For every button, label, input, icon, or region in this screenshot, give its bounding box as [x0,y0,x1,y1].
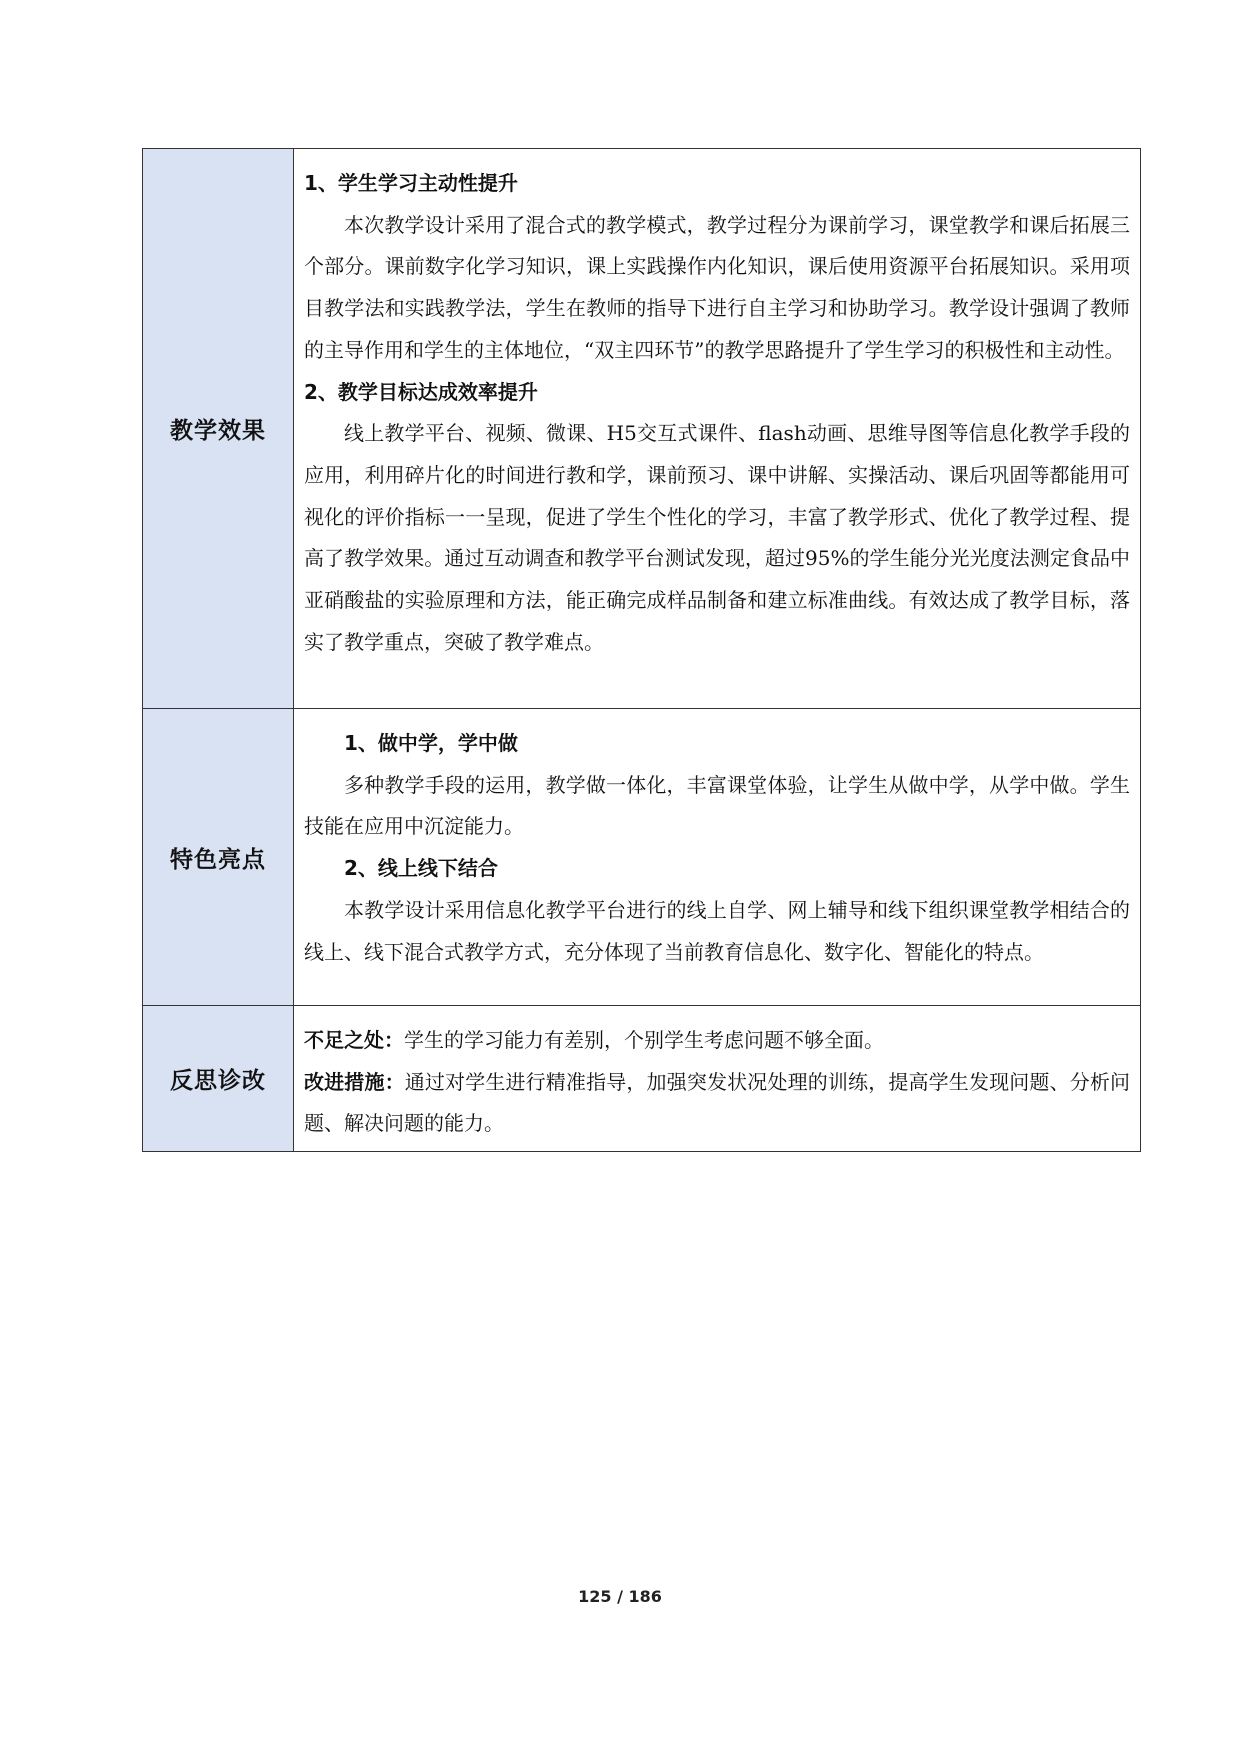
section-label: 教学效果 [143,149,294,709]
improvement-text: 通过对学生进行精准指导，加强突发状况处理的训练，提高学生发现问题、分析问题、解决问题的能力。 [304,1069,1130,1136]
section-paragraph: 多种教学手段的运用，教学做一体化，丰富课堂体验，让学生从做中学，从学中做。学生技能在应用中沉淀能力。 [304,772,1130,839]
section-heading: 1、学生学习主动性提升 [304,171,518,195]
section-label: 反思诊改 [143,1006,294,1152]
page-number: 125 / 186 [578,1587,662,1606]
section-paragraph: 线上教学平台、视频、微课、H5交互式课件、flash动画、思维导图等信息化教学手段的应用，利用碎片化的时间进行教和学，课前预习、课中讲解、实操活动、课后巩固等都能用可视化的评价指标一一呈现，促进了学生个性化的学习，丰富了教学形式、优化了教学过程、提高了教学效果。通过互动调查和教学平台测试发现，超过95%的学生能分光光度法测定食品中亚硝酸盐的实验原理和方法，能正确完成样品制备和建立标准曲线。有效达成了教学目标，落实了教学重点，突破了教学难点。 [304,421,1130,654]
section-heading: 1、做中学，学中做 [344,731,518,755]
section-label: 特色亮点 [143,709,294,1006]
shortcoming-text: 学生的学习能力有差别，个别学生考虑问题不够全面。 [404,1028,884,1052]
table-row-teaching-effect [143,149,1141,709]
section-content [294,149,1141,709]
improvement-line [304,1062,1130,1145]
table-row-reflection [143,1006,1141,1152]
shortcoming-label: 不足之处： [304,1028,404,1052]
table-row-highlights [143,709,1141,1006]
section-paragraph: 本教学设计采用信息化教学平台进行的线上自学、网上辅导和线下组织课堂教学相结合的线上、线下混合式教学方式，充分体现了当前教育信息化、数字化、智能化的特点。 [304,897,1130,964]
improvement-label: 改进措施： [304,1069,405,1094]
section-content [294,1006,1141,1152]
section-heading: 2、线上线下结合 [344,856,498,881]
shortcoming-line [304,1020,1130,1062]
section-heading: 2、教学目标达成效率提升 [304,379,538,404]
reflection-table [142,148,1141,1152]
section-paragraph: 本次教学设计采用了混合式的教学模式，教学过程分为课前学习，课堂教学和课后拓展三个部分。课前数字化学习知识，课上实践操作内化知识，课后使用资源平台拓展知识。采用项目教学法和实践教学法，学生在教师的指导下进行自主学习和协助学习。教学设计强调了教师的主导作用和学生的主体地位，“双主四环节”的教学思路提升了学生学习的积极性和主动性。 [304,212,1130,362]
section-content [294,709,1141,1006]
